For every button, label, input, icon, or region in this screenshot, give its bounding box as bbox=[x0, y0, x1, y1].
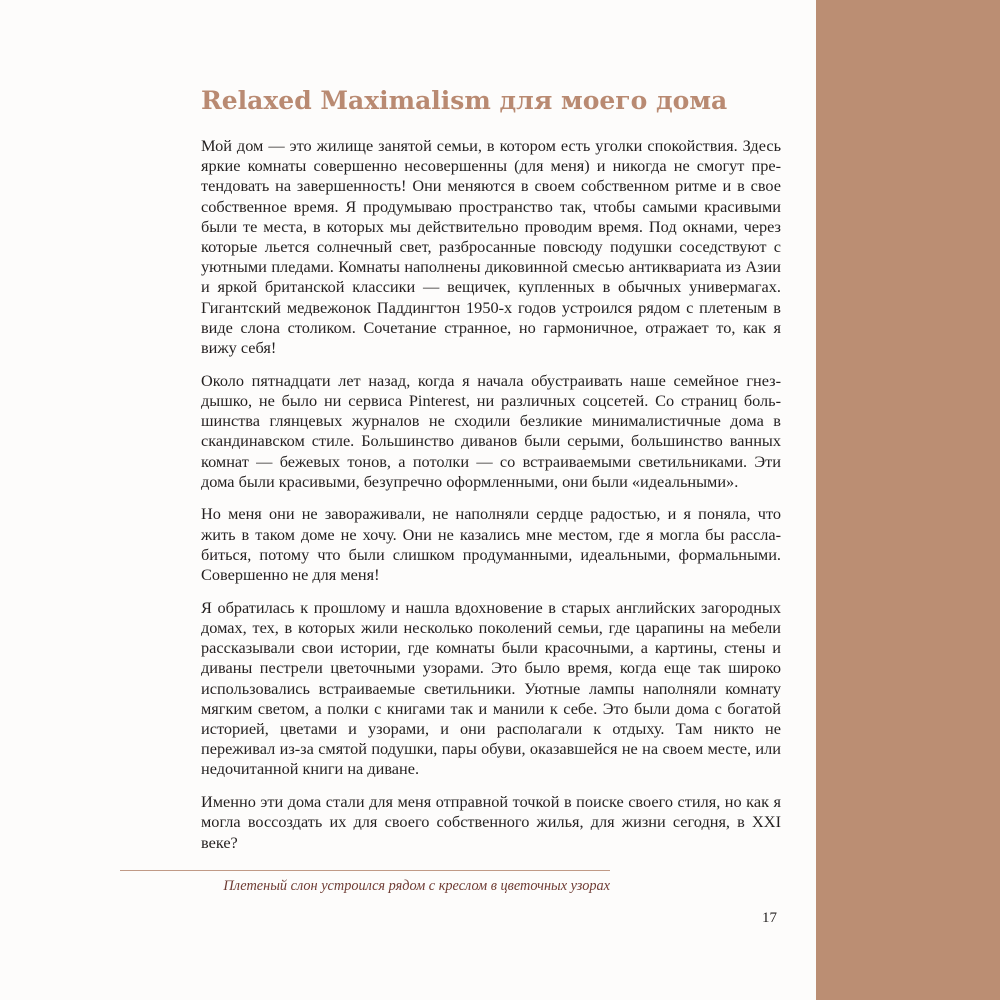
page-title: Relaxed Maximalism для моего дома bbox=[201, 86, 728, 115]
caption-divider bbox=[120, 870, 610, 871]
body-text bbox=[201, 136, 781, 865]
paragraph-3: Но меня они не завораживали, не наполняли сердце радостью, и я поняла, что жить в таком доме не хочу. Они не казались мне местом, где я могла бы расслабиться, потому что были слишком продуманными, идеальными, формальными. Совершенно не для меня! bbox=[201, 504, 781, 585]
paragraph-4: Я обратилась к прошлому и нашла вдохновение в старых английских загородных домах, тех, в которых жили несколько поколений семьи, где царапины на мебели рассказывали свои истории, где комнаты были красочными, а картины, стены и диваны пестрели цветочными узорами. Это было время, когда еще так широко использовались встраиваемые светильники. Уютные лампы наполняли комнату мягким светом, а полки с книгами так и манили к себе. Это были дома с богатой историей, цветами и узорами, и они располагали к отдыху. Там никто не переживал из-за смятой подушки, пары обуви, оказавшейся не на своем месте, или недочитанной книги на диване. bbox=[201, 597, 781, 779]
paragraph-1: Мой дом — это жилище занятой семьи, в котором есть уголки спокойствия. Здесь яркие комнаты совершенно несовершенны (для меня) и никогда не смогут претендовать на завершенность! Они меняются в своем собственном ритме и в свое собственное время. Я продумываю пространство так, чтобы самыми красивыми были те места, в которых мы действительно проводим время. Под окнами, через которые льется солнечный свет, разбросанные повсюду подушки соседствуют с уютными пледами. Комнаты наполнены диковинной смесью антиквариата из Азии и яркой британской классики — вещичек, купленных в обычных универмагах. Гигантский медвежонок Паддингтон 1950-х годов устроился рядом с плетеным в виде слона столиком. Сочетание странное, но гармоничное, отражает то, как я вижу себя! bbox=[201, 136, 781, 358]
decorative-side-bar bbox=[816, 0, 1000, 1000]
paragraph-2: Около пятнадцати лет назад, когда я начала обустраивать наше семейное гнездышко, не было ни сервиса Pinterest, ни различных соцсетей. Со страниц большинства глянцевых журналов не сходили безликие минималистичные дома в скандинавском стиле. Большинство диванов были серыми, большинство ванных комнат — бежевых тонов, а потолки — со встраиваемыми светильниками. Эти дома были красивыми, безупречно оформленными, они были «идеальными». bbox=[201, 370, 781, 491]
image-caption: Плетеный слон устроился рядом с креслом в цветочных узорах bbox=[223, 878, 610, 894]
page-number: 17 bbox=[762, 910, 777, 926]
paragraph-5: Именно эти дома стали для меня отправной точкой в поиске своего стиля, но как я могла воссоздать их для своего собственного жилья, для жизни сегодня, в XXI веке? bbox=[201, 792, 781, 852]
